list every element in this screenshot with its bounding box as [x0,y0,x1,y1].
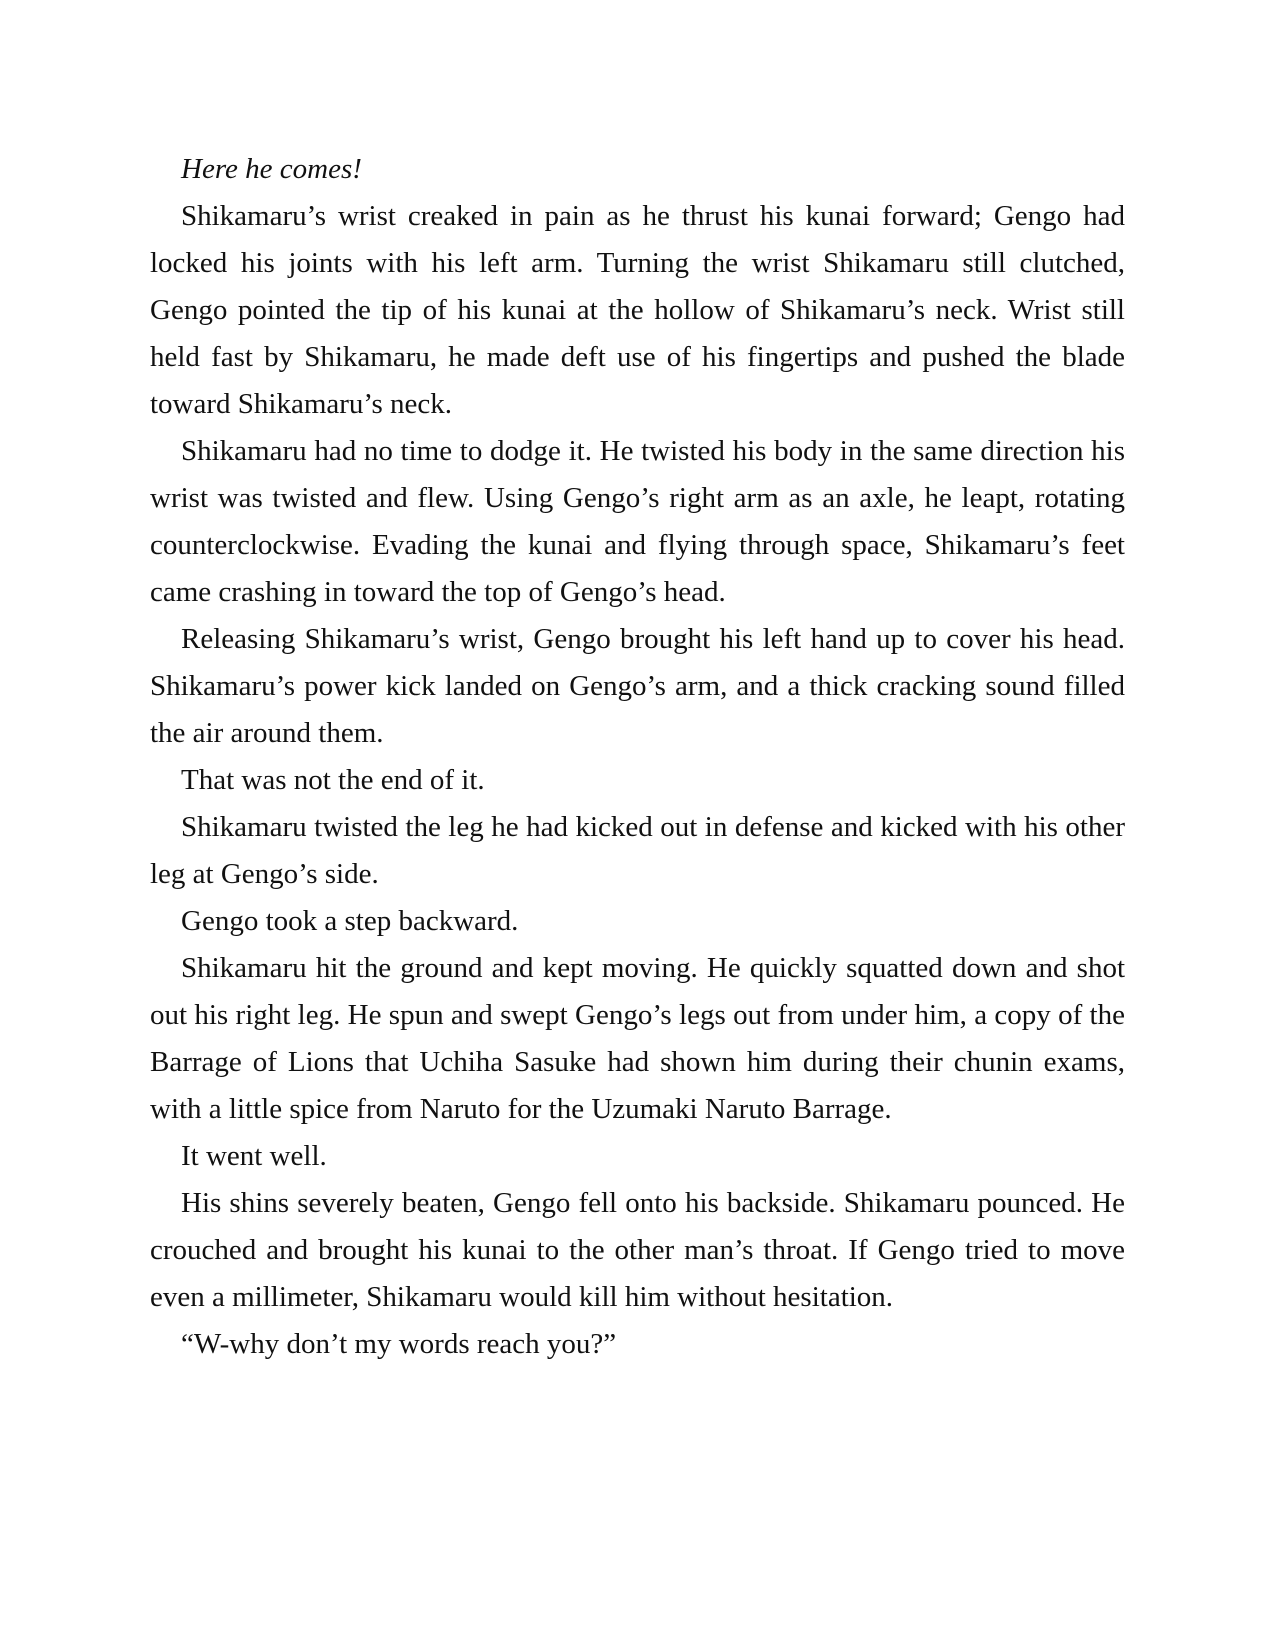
paragraph: Gengo took a step backward. [181,905,519,937]
paragraph: Shikamaru had no time to dodge it. He twisted his body in the same direction his wrist was twisted and flew. Using Gengo’s right arm as an axle, he leapt, rotating counterclockwise. Evading the kunai and flying through space, Shikamaru’s feet came crashing in toward the top of Gengo’s head. [150,435,1125,608]
paragraph: Shikamaru twisted the leg he had kicked out in defense and kicked with his other leg at Gengo’s side. [150,811,1125,890]
page-body [150,146,1125,1368]
paragraph: Shikamaru’s wrist creaked in pain as he thrust his kunai forward; Gengo had locked his joints with his left arm. Turning the wrist Shikamaru still clutched, Gengo pointed the tip of his kunai at the hollow of Shikamaru’s neck. Wrist still held fast by Shikamaru, he made deft use of his fingertips and pushed the blade toward Shikamaru’s neck. [150,200,1125,420]
paragraph: Releasing Shikamaru’s wrist, Gengo brought his left hand up to cover his head. Shikamaru’s power kick landed on Gengo’s arm, and a thick cracking sound filled the air around them. [150,623,1125,749]
paragraph: It went well. [181,1140,327,1172]
paragraph: That was not the end of it. [181,764,485,796]
paragraph-thought: Here he comes! [181,153,362,185]
paragraph-dialogue: “W-why don’t my words reach you?” [181,1328,617,1360]
paragraph: Shikamaru hit the ground and kept moving. He quickly squatted down and shot out his right leg. He spun and swept Gengo’s legs out from under him, a copy of the Barrage of Lions that Uchiha Sasuke had shown him during their chunin exams, with a little spice from Naruto for the Uzumaki Naruto Barrage. [150,952,1125,1125]
paragraph: His shins severely beaten, Gengo fell onto his backside. Shikamaru pounced. He crouched and brought his kunai to the other man’s throat. If Gengo tried to move even a millimeter, Shikamaru would kill him without hesitation. [150,1187,1125,1313]
